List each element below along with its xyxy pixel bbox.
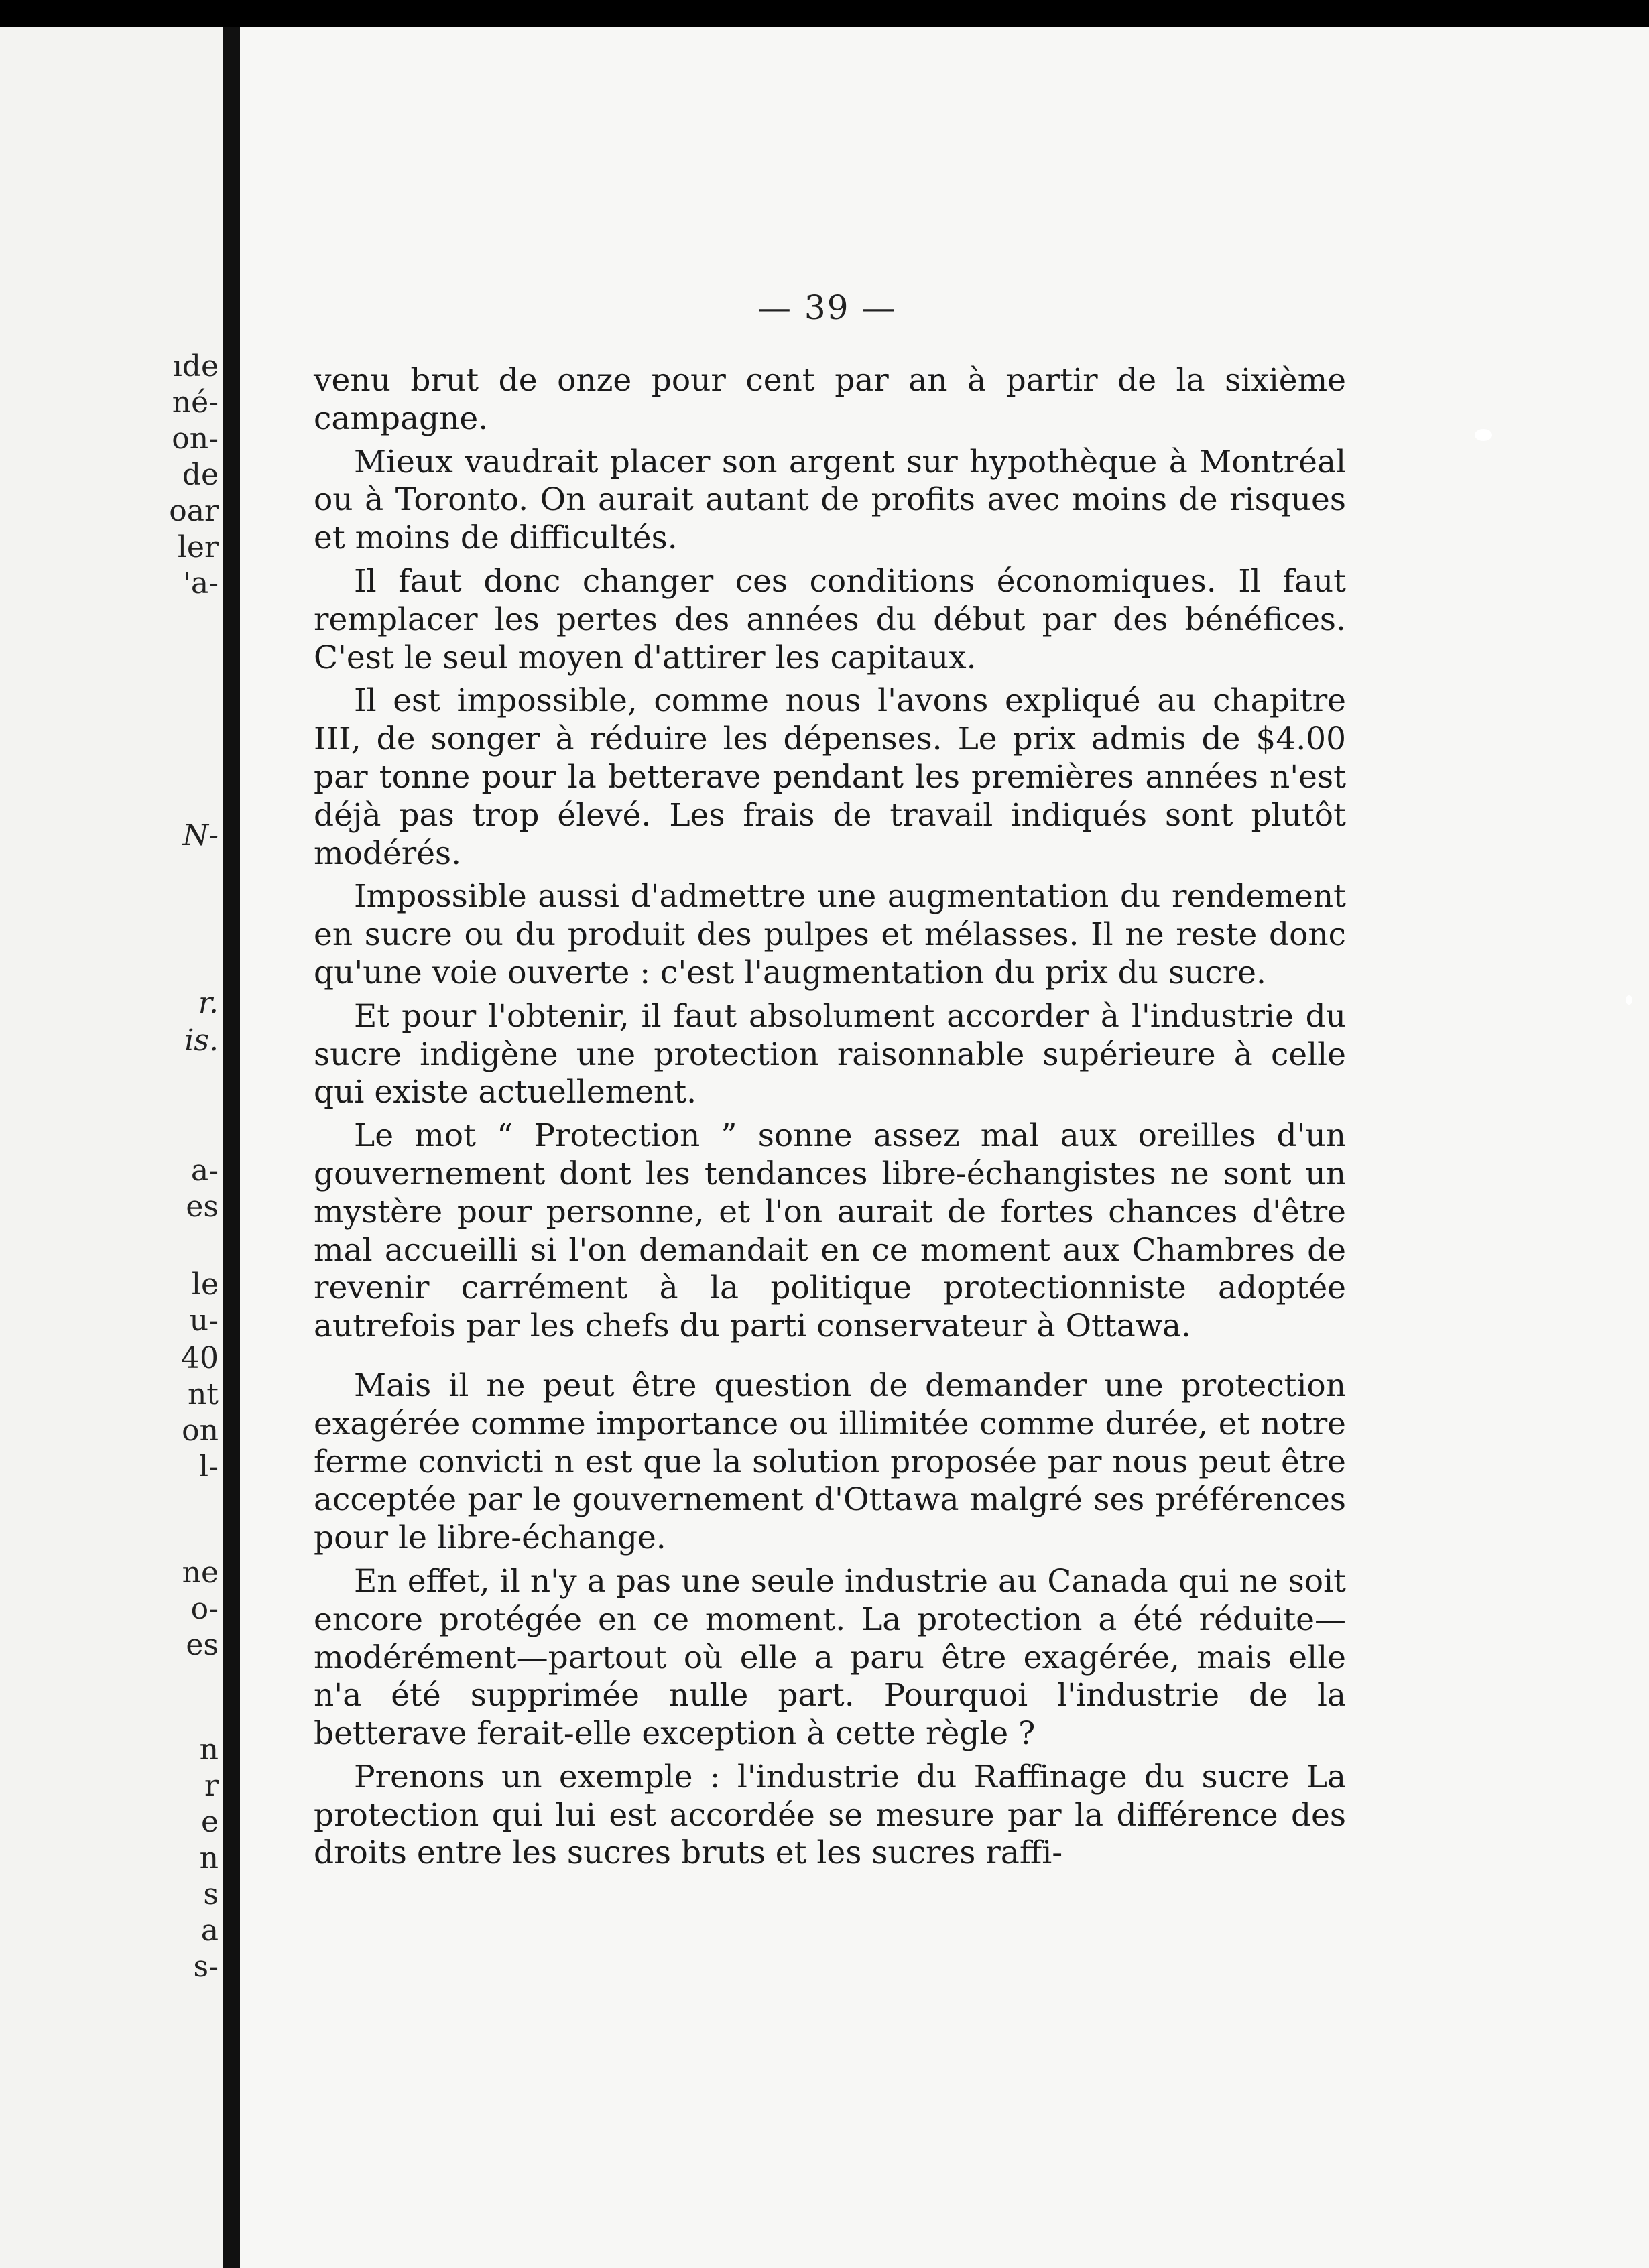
left-text-fragment: N- — [182, 818, 219, 853]
paragraph: Il faut donc changer ces conditions économiques. Il faut remplacer les pertes des années du début par des bénéfices. C'est le seul moyen d'attirer les capitaux. — [314, 562, 1346, 676]
left-text-fragment: on — [182, 1413, 219, 1448]
book-gutter — [223, 27, 240, 2268]
paragraph: venu brut de onze pour cent par an à partir de la sixième campagne. — [314, 362, 1346, 437]
left-text-fragment: o- — [190, 1592, 219, 1626]
left-text-fragment: on- — [172, 422, 219, 456]
left-text-fragment: l- — [199, 1450, 219, 1484]
left-text-fragment: ıde — [172, 349, 219, 383]
left-text-fragment: a- — [190, 1153, 219, 1188]
left-text-fragment: r — [204, 1769, 219, 1803]
left-text-fragment: nt — [187, 1377, 219, 1411]
paragraph: Impossible aussi d'admettre une augmentation du rendement en sucre ou du produit des pulpes et mélasses. Il ne reste donc qu'une voie ouverte : c'est l'augmentation du prix du sucre. — [314, 878, 1346, 991]
page-number: — 39 — — [757, 288, 897, 327]
left-text-fragment: e — [200, 1805, 219, 1839]
paragraph: Le mot “ Protection ” sonne assez mal aux oreilles d'un gouvernement dont les tendances libre-échangistes ne sont un mystère pour personne, et l'on aurait de fortes chances d'être mal accueilli si l'on demandait en ce moment aux Chambres de revenir carrément à la politique protectionniste adoptée autrefois par les chefs du parti conservateur à Ottawa. — [314, 1117, 1346, 1345]
body-text — [314, 362, 1346, 1878]
left-text-fragment: n — [199, 1732, 219, 1767]
scan-speck — [1626, 995, 1632, 1005]
scan-speck — [1475, 429, 1492, 441]
paragraph: Et pour l'obtenir, il faut absolument accorder à l'industrie du sucre indigène une protection raisonnable supérieure à celle qui existe actuellement. — [314, 997, 1346, 1111]
left-text-fragment: r. — [198, 986, 219, 1020]
left-text-fragment: es — [186, 1628, 219, 1662]
left-text-fragment: ler — [177, 530, 219, 564]
paragraph: En effet, il n'y a pas une seule industrie au Canada qui ne soit encore protégée en ce moment. La protection a été réduite—modérément—partout où elle a paru être exagérée, mais elle n'a été supprimée nulle part. Pourquoi l'industrie de la betterave ferait-elle exception à cette règle ? — [314, 1562, 1346, 1753]
left-text-fragment: es — [186, 1190, 219, 1224]
left-text-fragment: u- — [189, 1304, 219, 1338]
left-text-fragment: né- — [172, 385, 219, 420]
left-text-fragment: ne — [182, 1556, 219, 1590]
paragraph: Prenons un exemple : l'industrie du Raffinage du sucre La protection qui lui est accordée se mesure par la différence des droits entre les sucres bruts et les sucres raffi- — [314, 1758, 1346, 1872]
left-text-fragment: s- — [193, 1950, 219, 1984]
left-text-fragment: oar — [169, 494, 219, 528]
left-page-edge — [0, 27, 223, 2268]
paragraph: Mieux vaudrait placer son argent sur hypothèque à Montréal ou à Toronto. On aurait autant de profits avec moins de risques et moins de difficultés. — [314, 443, 1346, 557]
left-text-fragment: 'a- — [182, 566, 219, 601]
paragraph: Mais il ne peut être question de demander une protection exagérée comme importance ou illimitée comme durée, et notre ferme convicti n est que la solution proposée par nous peut être acceptée par le gouvernement d'Ottawa malgré ses préférences pour le libre-échange. — [314, 1367, 1346, 1557]
paragraph: Il est impossible, comme nous l'avons expliqué au chapitre III, de songer à réduire les dépenses. Le prix admis de $4.00 par tonne pour la betterave pendant les premières années n'est déjà pas trop élevé. Les frais de travail indiqués sont plutôt modérés. — [314, 682, 1346, 872]
left-text-fragment: s — [203, 1877, 219, 1911]
left-text-fragment: le — [191, 1267, 219, 1302]
left-text-fragment: de — [182, 458, 219, 492]
left-text-fragment: is. — [184, 1023, 219, 1058]
left-text-fragment: a — [200, 1913, 219, 1948]
left-text-fragment: n — [199, 1841, 219, 1875]
left-text-fragment: 40 — [181, 1341, 219, 1375]
